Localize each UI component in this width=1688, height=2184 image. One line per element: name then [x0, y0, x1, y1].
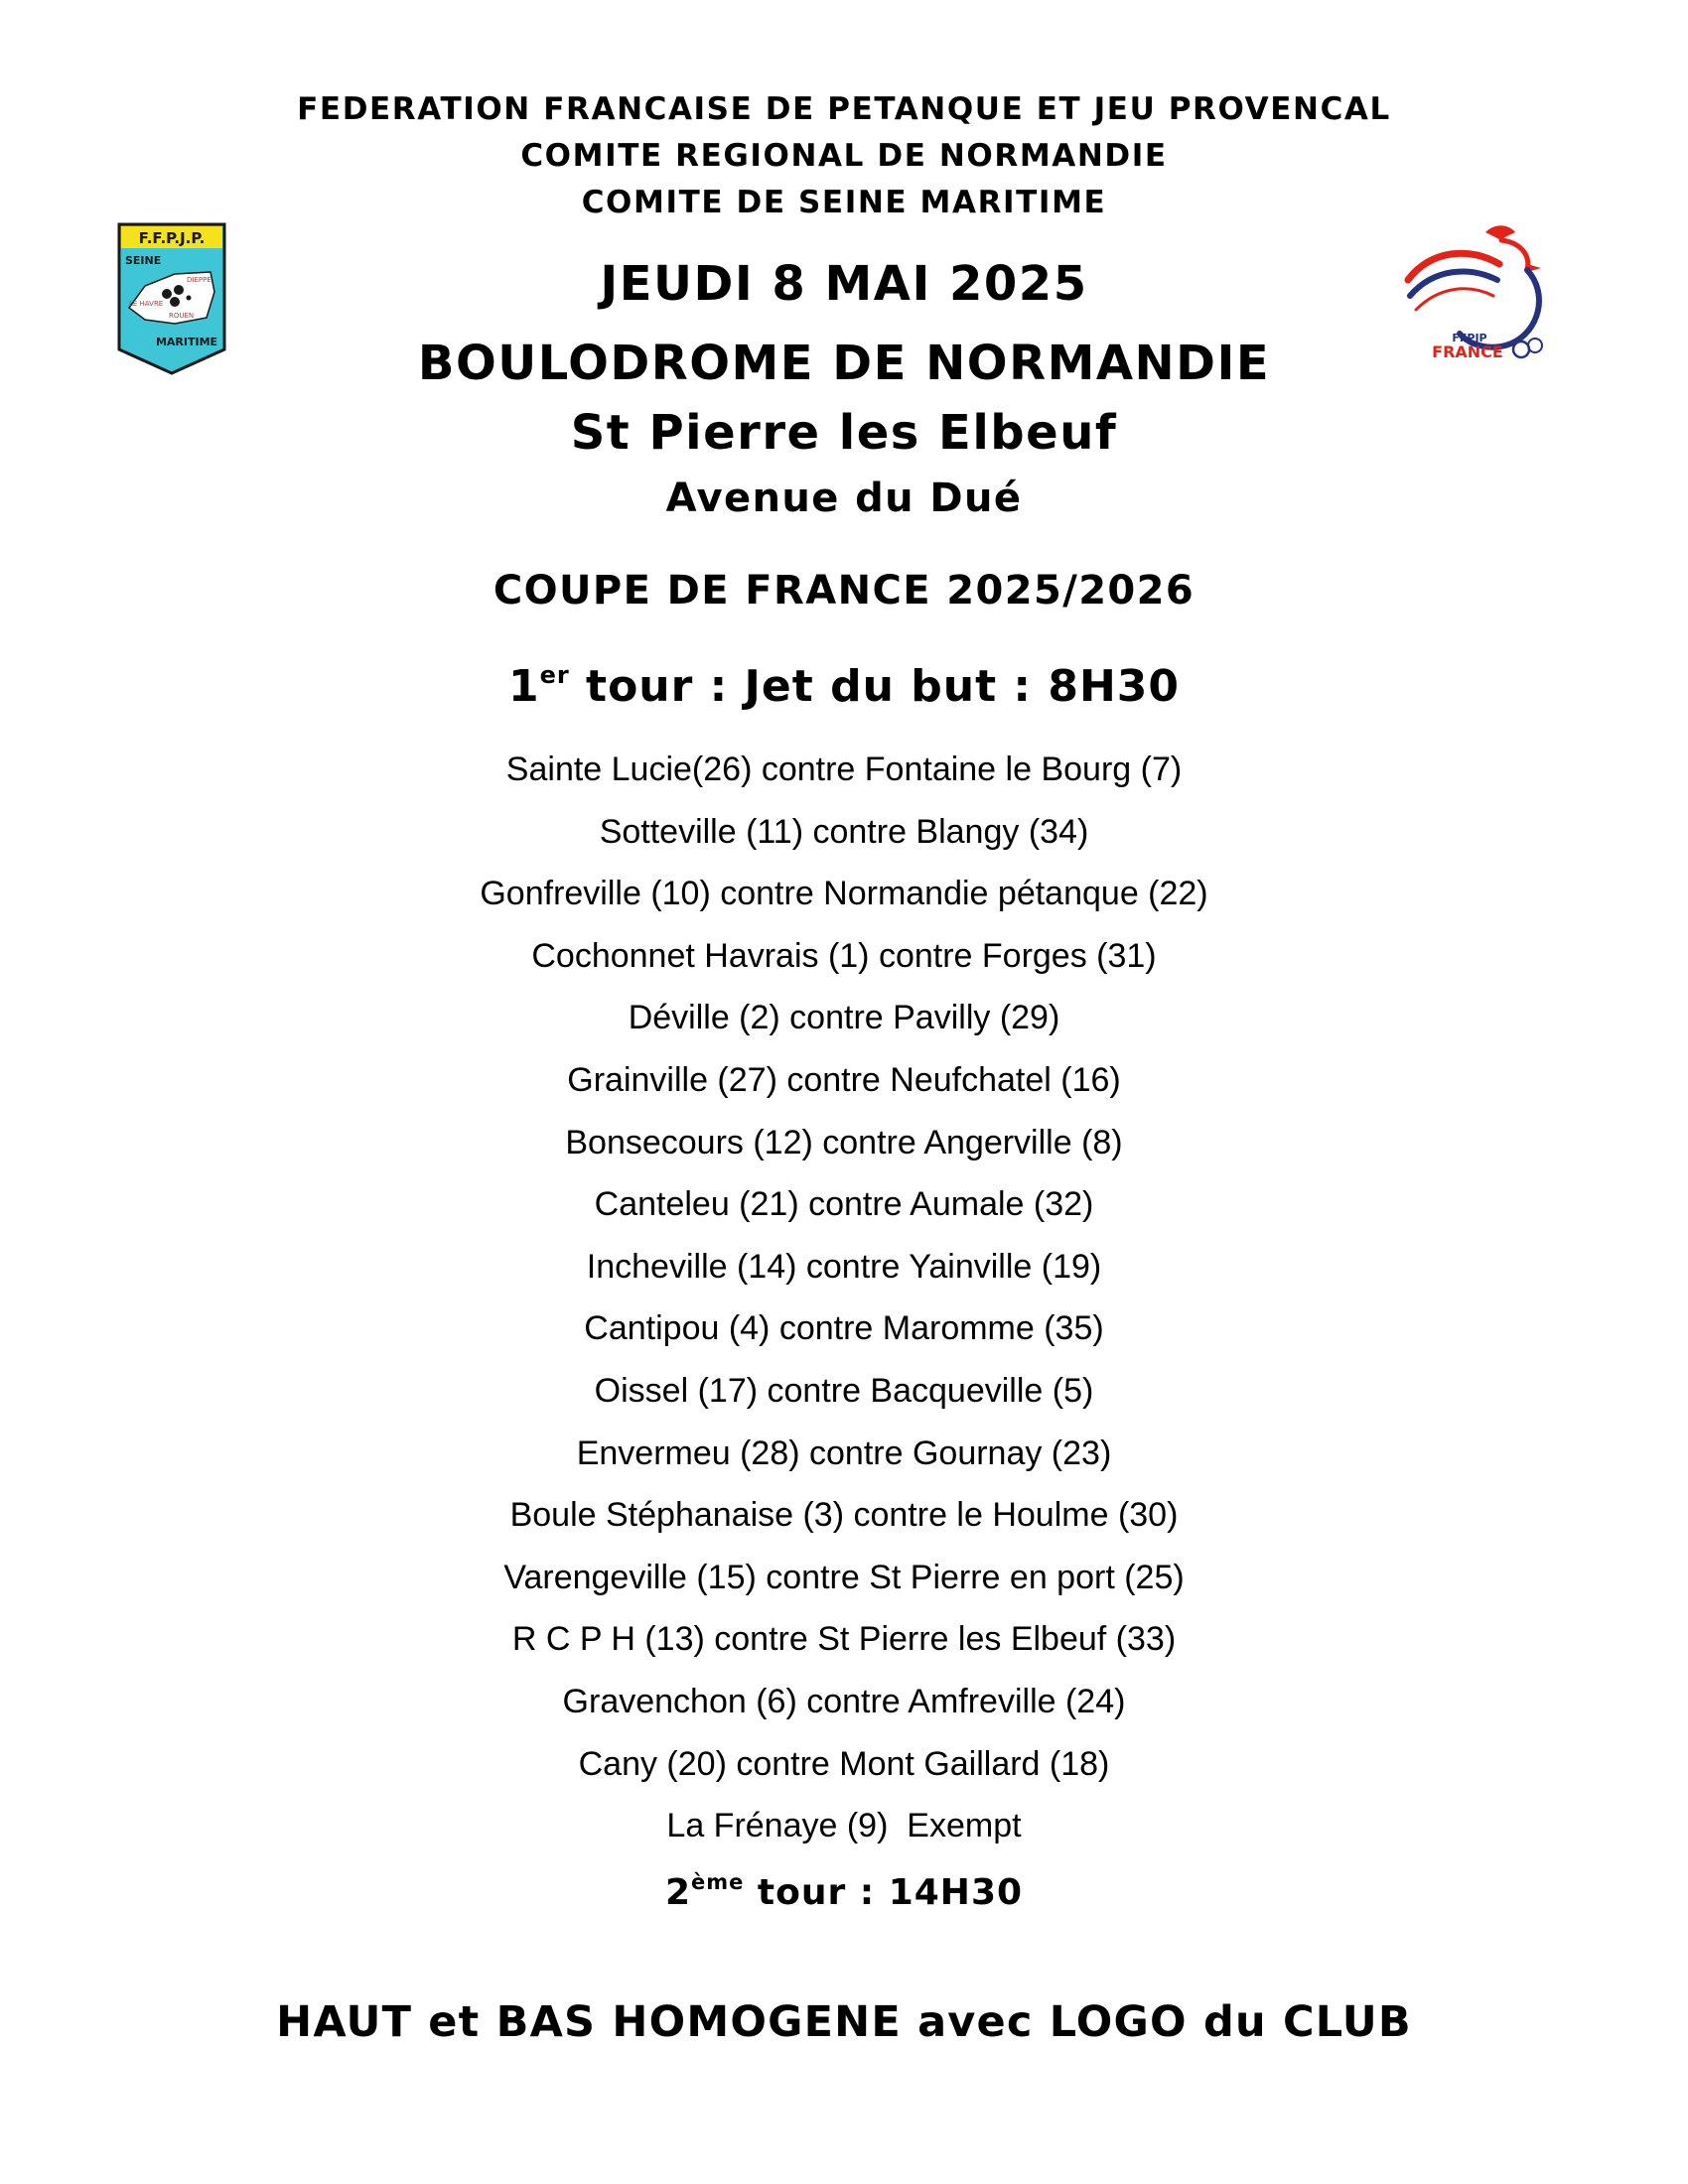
round2-ordinal: 2	[664, 1872, 692, 1913]
event-city: St Pierre les Elbeuf	[570, 405, 1118, 461]
round1-label: tour : Jet du but : 8H30	[569, 661, 1181, 712]
match-row: Déville (2) contre Pavilly (29)	[628, 999, 1060, 1037]
logo-title: F.F.P.J.P.	[138, 229, 206, 247]
logo-city-dieppe: DIEPPE	[187, 276, 211, 284]
match-row: Gonfreville (10) contre Normandie pétanque (22)	[480, 875, 1208, 913]
logo-ffpjp-small: FFPJP	[1452, 332, 1487, 344]
match-row: Cantipou (4) contre Maromme (35)	[584, 1309, 1104, 1348]
event-date: JEUDI 8 MAI 2025	[600, 256, 1088, 312]
match-row: Cany (20) contre Mont Gaillard (18)	[578, 1744, 1110, 1783]
logo-france: FRANCE	[1432, 342, 1503, 361]
match-row: Sotteville (11) contre Blangy (34)	[599, 812, 1089, 851]
round2-heading	[0, 1872, 1688, 1913]
match-row: R C P H (13) contre St Pierre les Elbeuf (33)	[511, 1620, 1177, 1659]
match-row: Envermeu (28) contre Gournay (23)	[576, 1433, 1112, 1472]
match-row: La Frénaye (9) Exempt	[666, 1807, 1022, 1845]
event-address: Avenue du Dué	[665, 476, 1023, 521]
federation-name: FEDERATION FRANCAISE DE PETANQUE ET JEU PROVENCAL	[297, 91, 1391, 127]
round2-label: tour : 14H30	[744, 1872, 1024, 1913]
regional-committee: COMITE REGIONAL DE NORMANDIE	[520, 138, 1168, 174]
match-list	[0, 747, 1688, 1865]
match-row: Bonsecours (12) contre Angerville (8)	[565, 1123, 1123, 1161]
match-row: Cochonnet Havrais (1) contre Forges (31)	[531, 936, 1157, 975]
event-venue: BOULODROME DE NORMANDIE	[417, 336, 1271, 391]
logo-seine: SEINE	[125, 254, 162, 267]
match-row: Sainte Lucie(26) contre Fontaine le Bourg (7)	[505, 751, 1183, 788]
logo-maritime: MARITIME	[155, 336, 218, 348]
match-row: Boule Stéphanaise (3) contre le Houlme (30)	[509, 1496, 1179, 1535]
competition-title: COUPE DE FRANCE 2025/2026	[492, 568, 1196, 614]
departmental-committee: COMITE DE SEINE MARITIME	[581, 185, 1107, 220]
round1-ordinal: 1	[507, 661, 540, 712]
round2-ordinal-suffix: ème	[691, 1870, 745, 1894]
logo-city-rouen: ROUEN	[169, 312, 195, 320]
match-row: Gravenchon (6) contre Amfreville (24)	[562, 1682, 1126, 1720]
match-row: Canteleu (21) contre Aumale (32)	[594, 1185, 1094, 1224]
round1-heading	[0, 661, 1688, 712]
match-row: Oissel (17) contre Bacqueville (5)	[594, 1371, 1094, 1410]
match-row: Grainville (27) contre Neufchatel (16)	[567, 1060, 1121, 1099]
round1-ordinal-suffix: er	[539, 661, 570, 689]
match-row: Incheville (14) contre Yainville (19)	[586, 1247, 1102, 1286]
logo-city-havre: LE HAVRE	[129, 300, 164, 308]
match-row: Varengeville (15) contre St Pierre en port (25)	[503, 1558, 1185, 1596]
dress-code-notice: HAUT et BAS HOMOGENE avec LOGO du CLUB	[276, 1997, 1412, 2047]
